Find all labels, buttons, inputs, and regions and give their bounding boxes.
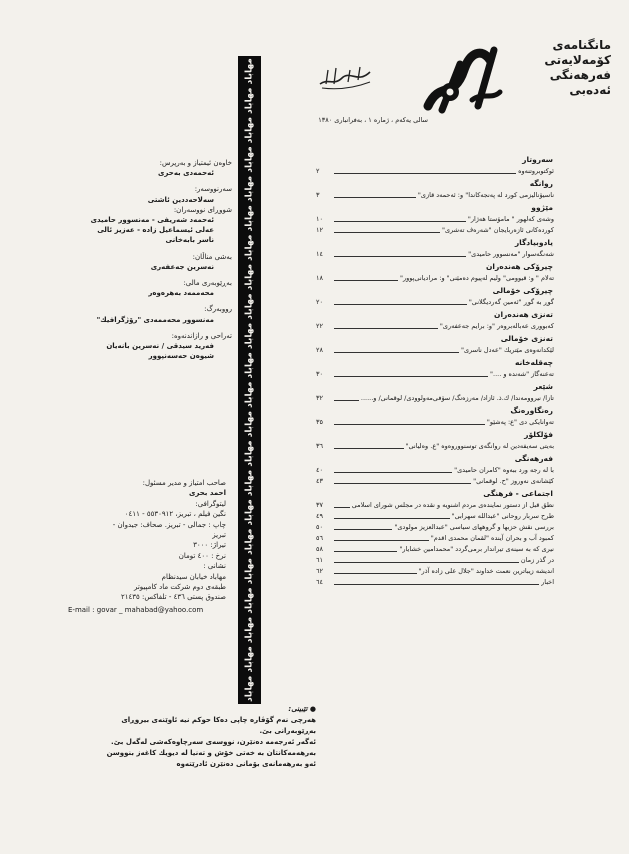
toc-entry-title: لێكدانەوەی مێتریك "عەدل ناسری" [460, 346, 554, 354]
toc-page-number: ٥٠ [316, 523, 323, 531]
toc-entry-title: كەبووری عەبالەبروەر "و: برایم جەعفەری" [439, 322, 554, 330]
credit-label: تەراحی و رازاندنەوە: [171, 331, 232, 340]
toc-leader-line [334, 448, 404, 449]
toc-entry-title: ئوكتوبروتنەوە [518, 167, 554, 175]
toc-section [316, 203, 554, 235]
toc-entry-title: نیری كە بە سینەی تیراندار برمی‌گردد "محمدامین خشایار" [399, 545, 554, 553]
toc-entry-title: اندیشە زیباترین نعمت خداوند "جلال علی زادە آذر" [418, 567, 554, 575]
toc-page-number: ٢٢ [316, 322, 323, 330]
toc-section [316, 238, 554, 259]
credit-label: خاوەن ئیمتیاز و بەرپرس: [159, 159, 232, 167]
toc-section [316, 406, 554, 427]
magazine-logo [420, 40, 506, 114]
toc-section-title: تەنزی هەندەران [494, 310, 553, 319]
toc-section-title: رەنگاورەنگ [510, 406, 553, 415]
publisher-line: طبقەی دوم شرکت ماد کامپیوتر [134, 583, 226, 592]
toc-entry-title: كمبود آب و بحران آیندە "لقمان محمدی اقدم" [430, 534, 554, 542]
toc-leader-line [334, 573, 417, 574]
credit-label: بەشی مناڵان: [192, 252, 232, 261]
toc-entry [316, 368, 554, 379]
toc-page-number: ٣٠ [316, 370, 323, 378]
toc-page-number: ٥٦ [316, 534, 323, 542]
toc-leader-line [334, 424, 485, 425]
toc-leader-line [334, 328, 438, 329]
toc-entry-title: طرح سربار روحانی "عبداللە سهرابی" [451, 512, 554, 520]
toc-entry-title: وشەی كەلهور " مامۆستا هەژار" [467, 215, 554, 223]
toc-leader-line [334, 551, 397, 552]
toc-entry [316, 165, 554, 176]
issue-info: سالی یەكەم ، ژمارە ١ ، بەفرانباری ١٣٨٠ [318, 116, 428, 124]
credit-value: عەلی ئیسماعیل زادە - عەزیز ئالی [97, 226, 214, 235]
credit-value: ناسر بابەخانی [165, 236, 214, 245]
toc-leader-line [334, 173, 516, 174]
publisher-line: تیراژ: ٣٠٠٠ [193, 541, 226, 550]
toc-page-number: ٥٨ [316, 545, 323, 553]
toc-entry [316, 416, 554, 427]
toc-page-number: ٣٢ [316, 394, 323, 402]
toc-page-number: ٣٥ [316, 418, 323, 426]
toc-leader-line [334, 540, 429, 541]
credit-label: رووبەرگ: [204, 305, 232, 314]
toc-leader-line [334, 376, 488, 377]
toc-entry [316, 320, 554, 331]
toc-section-title: چیرۆكی خۆمالی [492, 286, 553, 295]
credit-label: شووڕای نووسەران: [173, 205, 232, 214]
toc-section-title: چیرۆكی هەندەران [486, 262, 553, 271]
publisher-info [68, 478, 226, 615]
toc-leader-line [334, 352, 459, 353]
toc-entry-title: ناسیۆنالیزمی كورد لە پەنجەكاندا" و: ئەحمەد قازی" [417, 191, 554, 199]
toc-entry [316, 543, 554, 554]
toc-page-number: ٦١ [316, 556, 323, 564]
toc-entry [316, 344, 554, 355]
toc-page-number: ٢٠ [316, 298, 323, 306]
toc-page-number: ١٨ [316, 274, 323, 282]
staff-credits [56, 158, 232, 361]
toc-entry [316, 248, 554, 259]
credit-value: سەلاحەددین ئاشتی [147, 195, 214, 204]
editorial-notes [86, 704, 316, 770]
toc-leader-line [334, 304, 467, 305]
toc-entry [316, 272, 554, 283]
toc-section-title: سەروتار [522, 155, 553, 164]
toc-entry [316, 224, 554, 235]
toc-entry-title: اخبار [541, 578, 554, 586]
toc-page-number: ١٠ [316, 215, 323, 223]
credit-value: فەرید سیدقی / نەسرین بانەیان [106, 342, 214, 351]
publisher-line: صندوق پستی ٤٣٦ - تلفاكس: ٢١٤٣٥ [121, 593, 226, 602]
toc-entry [316, 213, 554, 224]
magazine-name-line: مانگنامەی [552, 38, 611, 52]
toc-entry-title: تەوانایكی دی "ع: پەشێو" [486, 418, 554, 426]
credit-label: بەڕێوبەری مالی: [183, 279, 232, 288]
publisher-line: مهاباد خیابان سیدنظام [161, 572, 226, 581]
toc-section [316, 334, 554, 355]
band-text: مهاباد مهاباد مهاباد مهاباد مهاباد مهاباد مهاباد مهاباد مهاباد مهاباد مهاباد مهاباد مهاباد مهاباد مهاباد مهاباد مهاباد مهاباد مهاباد مهاباد مهاباد مهاباد [244, 58, 254, 702]
note-line: ئەگەر ئەرجەمە دەنێرن، نووسەی سەرچاوەكەشی لەگەل بێ. [111, 738, 316, 746]
publisher-line: نگین فیلم ، تبریز، ٥٥٣٠٩١٢ - ٠٤١١ [124, 510, 226, 519]
toc-entry-title: كێشانەی نەوروز "ح. لوقمانی" [473, 477, 554, 485]
credit-value: ئەحمەدی بەحری [158, 169, 214, 178]
toc-entry-title: در گذر زمان [520, 556, 554, 564]
notes-heading: ● تێبینی: [288, 705, 316, 713]
toc-entry-title: شەنگەسوار "مەنسوور حامیدی" [468, 250, 554, 258]
toc-entry [316, 464, 554, 475]
toc-entry-title: تەلام " و: قیوومی" ولیم لەپیوم دەمێنی" و: مرادیانی‌پوور" [399, 274, 554, 282]
toc-page-number: ٣ [316, 191, 320, 199]
toc-section-title: روانگە [529, 179, 553, 188]
toc-entry [316, 475, 554, 486]
toc-section [316, 382, 554, 403]
credit-value: شیوەن حەسەنپوور [148, 352, 214, 361]
toc-entry [316, 440, 554, 451]
toc-section [316, 262, 554, 283]
toc-entry [316, 296, 554, 307]
toc-section [316, 286, 554, 307]
toc-entry [316, 189, 554, 200]
toc-entry [316, 576, 554, 587]
toc-leader-line [334, 562, 519, 563]
toc-entry-title: گوڕ بە گوڕ "ئەمین گەردیگلانی" [468, 298, 554, 306]
toc-page-number: ٣٦ [316, 442, 323, 450]
toc-section-title: یادوبیادگار [514, 238, 553, 247]
toc-entry [316, 532, 554, 543]
toc-entry [316, 565, 554, 576]
toc-section [316, 310, 554, 331]
toc-leader-line [334, 518, 450, 519]
table-of-contents [316, 152, 554, 587]
publisher-line: تبریز [212, 531, 226, 540]
toc-page-number: ٢ [316, 167, 320, 175]
toc-section-title: فۆلكلۆر [524, 430, 553, 439]
toc-page-number: ٤٣ [316, 477, 323, 485]
toc-page-number: ٤٠ [316, 466, 323, 474]
toc-entry-title: با لە رجە ورد ببەوە "كامران حامیدی" [454, 466, 554, 474]
publisher-line: نشانی : [203, 562, 226, 571]
toc-entry [316, 392, 554, 403]
toc-leader-line [334, 256, 466, 257]
toc-section [316, 179, 554, 200]
toc-section-title: مێژوو [531, 203, 553, 212]
toc-leader-line [334, 280, 398, 281]
credit-value: مەنسوور محەممەدی "رۆژگرافیك" [96, 315, 214, 324]
publisher-line: صاحب امتیاز و مدیر مسئول: [142, 479, 226, 487]
toc-page-number: ٢٨ [316, 346, 323, 354]
publisher-line: چاپ : جمالی - تبریز. صحاف: جیدوان - [112, 520, 226, 529]
toc-page-number: ٣٧ [316, 501, 323, 509]
note-line: هەرچی نەم گۆڤارە چاپی دەكا حوكم نیە ئاوێنەی بیروڕای بەڕێوبەرانی بێ. [121, 716, 316, 735]
toc-leader-line [334, 197, 416, 198]
toc-entry [316, 554, 554, 565]
toc-section-title: فەرهەنگی [514, 454, 553, 463]
toc-section [316, 454, 554, 486]
toc-leader-line [334, 529, 392, 530]
magazine-name-line: كۆمەلایەتی [544, 53, 611, 67]
publisher-line: لیتوگرافی: [195, 499, 226, 508]
basmala-calligraphy [318, 64, 372, 90]
toc-page-number: ٤٩ [316, 512, 323, 520]
toc-section [316, 430, 554, 451]
toc-leader-line [334, 232, 440, 233]
credit-value: ئەحمەد شەریفی - مەنسوور حامیدی [90, 216, 214, 225]
magazine-name-line: ئەدەبی [569, 83, 611, 97]
toc-entry-title: تازا/ نیروومەندا/ ك.ذ. ئازاد/ مەرزەنگ/ سۆفی‌مەولوودی/ لوقمانی/ و...... [360, 394, 554, 402]
toc-section-title: چەقلەخانە [514, 358, 553, 367]
vertical-band [238, 56, 261, 704]
toc-leader-line [334, 584, 539, 585]
toc-section [316, 489, 554, 587]
toc-entry [316, 499, 554, 510]
toc-leader-line [334, 221, 466, 222]
note-line: ئەو بەرهەمانەی بۆمانی دەنێرن ئادرێتەوە [176, 760, 316, 768]
magazine-name-line: فەرهەنگی [549, 68, 611, 82]
toc-entry [316, 521, 554, 532]
toc-entry-title: نطق قبل از دستور نمایندەی مردم اشنویە و نقدە در مجلس شورای اسلامی [351, 501, 554, 509]
toc-page-number: ١٢ [316, 226, 323, 234]
toc-leader-line [334, 507, 350, 508]
publisher-line: احمد بحری [188, 489, 226, 498]
publisher-email: E-mail : govar _ mahabad@yahoo.com [68, 605, 204, 614]
credit-value: محەممەد بەهرەوەر [148, 289, 214, 298]
toc-section [316, 155, 554, 176]
toc-section-title: شێعر [533, 382, 553, 391]
toc-entry-title: بەیتی سەیفەدین لە روانگەی توسنووروەوە "ع. وەلیانی" [405, 442, 554, 450]
toc-entry-title: بررسی نقش حزبها و گروههای سیاسی "عبدالعزیز مولودی" [394, 523, 554, 531]
toc-section [316, 358, 554, 379]
toc-leader-line [334, 483, 471, 484]
toc-page-number: ٦٢ [316, 567, 323, 575]
publisher-line: نرخ : ٤٠٠ تومان [178, 551, 226, 560]
credit-label: سەرنووسەر: [194, 185, 232, 194]
toc-entry-title: كوردەكانی ئازەربایجان "شەرەف تەشری" [441, 226, 554, 234]
note-line: بەرهەمەكانتان بە خەتی خۆش و تەنیا لە دیویك كاغەز بنووسن [106, 749, 316, 757]
toc-entry [316, 510, 554, 521]
toc-section-title: تەنزی خۆمالی [500, 334, 553, 343]
toc-entry-title: تەعنەگاز "شەندە و ...." [490, 370, 554, 378]
magazine-name [501, 38, 611, 98]
toc-leader-line [334, 400, 359, 401]
toc-page-number: ١٤ [316, 250, 323, 258]
toc-leader-line [334, 472, 452, 473]
toc-section-title: اجتماعی - فرهنگی [483, 489, 553, 498]
credit-value: نەسرین جەعفەری [150, 262, 214, 271]
toc-page-number: ٦٤ [316, 578, 323, 586]
